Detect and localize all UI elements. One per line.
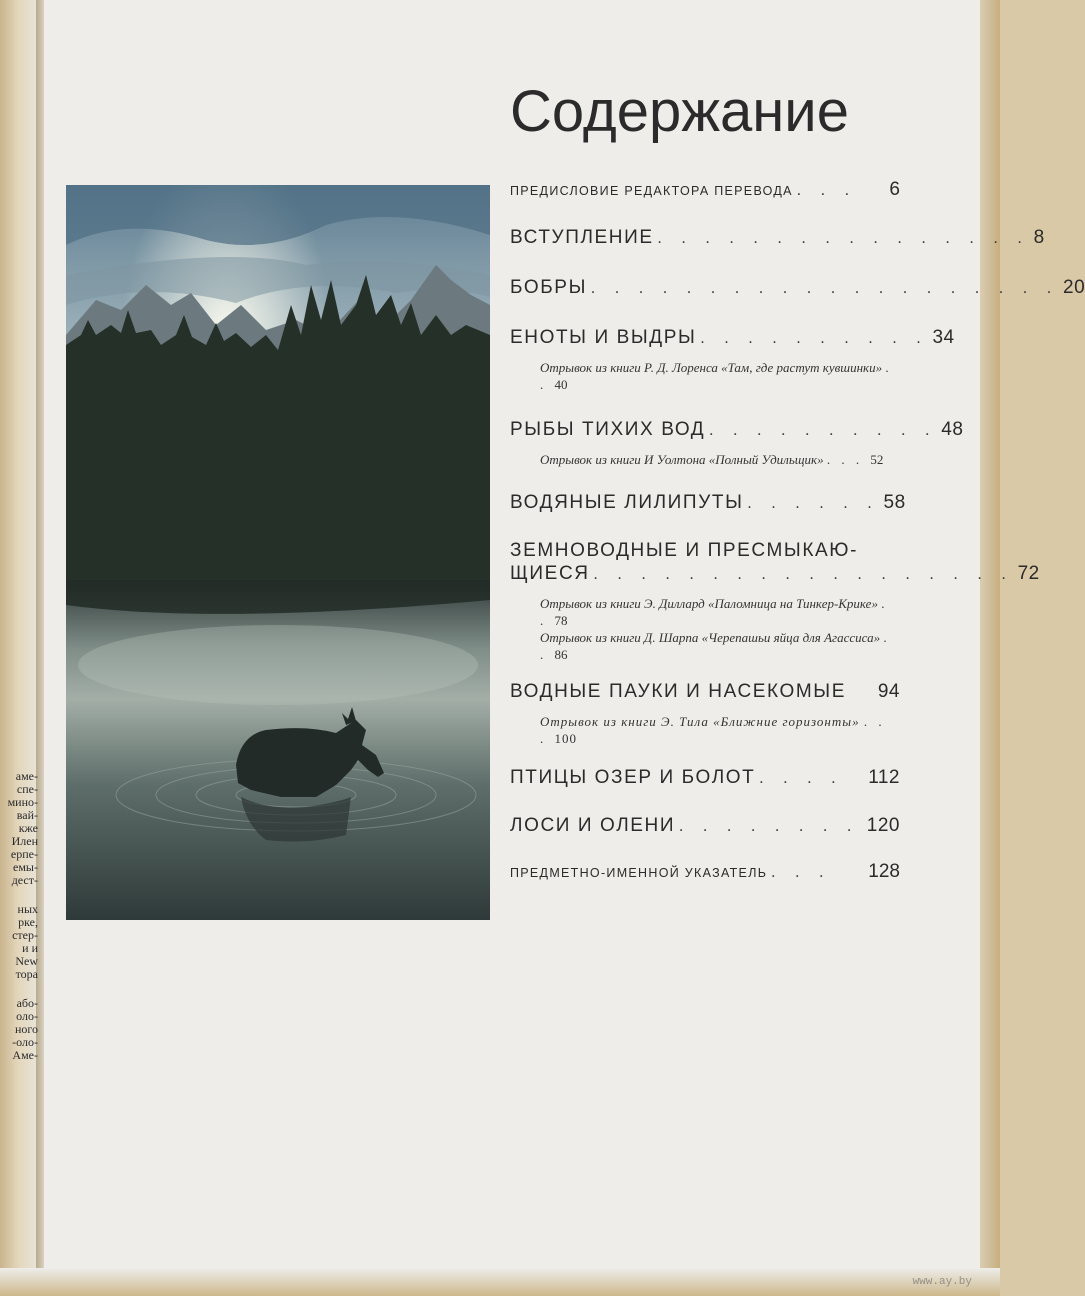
toc-entry-page: 72 <box>1017 563 1040 584</box>
toc-entry-page: 58 <box>883 492 906 513</box>
toc-entry-page: 8 <box>1033 227 1045 248</box>
left-fragment-block-1 <box>0 770 38 887</box>
leader-dots: . . . <box>540 714 886 746</box>
toc-entry <box>510 227 1045 249</box>
fragment-line: стер- <box>12 928 38 942</box>
toc-entry-title: ЛОСИ И ОЛЕНИ <box>510 815 676 836</box>
left-fragment-block-2 <box>0 903 38 981</box>
toc-entry-page: 34 <box>932 327 955 348</box>
toc-entry <box>510 277 1085 299</box>
toc-entry-title: БОБРЫ <box>510 277 587 298</box>
excerpt-page: 52 <box>870 452 884 467</box>
excerpt-page: 100 <box>554 731 577 746</box>
toc-entry <box>510 538 1040 663</box>
toc-entry <box>510 327 955 393</box>
toc-entry-page: 94 <box>877 681 900 702</box>
toc-excerpt <box>510 451 900 468</box>
book-gutter <box>36 0 44 1296</box>
fragment-line: вай- <box>16 808 38 822</box>
excerpt-text: Отрывок из книги И Уолтона «Полный Удильщик» <box>540 452 824 467</box>
toc-entry-title: РЫБЫ ТИХИХ ВОД <box>510 419 706 440</box>
toc-entry-title: ВСТУПЛЕНИЕ <box>510 227 654 248</box>
fragment-line: тора <box>15 967 38 981</box>
toc-entry-title: ПТИЦЫ ОЗЕР И БОЛОТ <box>510 767 756 788</box>
fragment-line: ных <box>17 902 38 916</box>
book-bottom-edge <box>0 1268 1000 1296</box>
toc-entry-page: 20 <box>1063 277 1085 298</box>
toc-excerpt <box>510 629 900 663</box>
fragment-line: рке, <box>18 915 38 929</box>
leader-dots: . . <box>540 360 893 392</box>
photo-image <box>66 185 490 920</box>
toc-entry-title: ВОДЯНЫЕ ЛИЛИПУТЫ <box>510 492 744 513</box>
fragment-line: дест- <box>11 873 38 887</box>
toc-entry <box>510 419 964 468</box>
excerpt-text: Отрывок из книги Д. Шарпа «Черепашьи яйца для Агассиса» <box>540 630 881 645</box>
toc-excerpt <box>510 359 900 393</box>
toc-entry-title-line1: ЗЕМНОВОДНЫЕ И ПРЕСМЫКАЮ- <box>510 540 858 561</box>
toc-entry-page: 128 <box>868 861 900 882</box>
leader-dots: . . . <box>796 182 857 199</box>
toc-entry-page: 48 <box>941 419 964 440</box>
fragment-line: спе- <box>16 782 38 796</box>
excerpt-page: 40 <box>554 377 568 392</box>
leader-dots: . . . . . . . . . . <box>709 422 938 439</box>
leader-dots: . . . . . . . . . . . . . . . . . . <box>593 566 1014 583</box>
excerpt-page: 78 <box>554 613 568 628</box>
leader-dots: . . . . . . <box>747 495 880 512</box>
excerpt-text: Отрывок из книги Р. Д. Лоренса «Там, где растут кувшинки» <box>540 360 883 375</box>
toc-entry-title: ЕНОТЫ И ВЫДРЫ <box>510 327 697 348</box>
fragment-line: -оло- <box>12 1035 38 1049</box>
table-of-contents <box>510 175 1085 883</box>
fragment-line: аме- <box>15 769 38 783</box>
toc-entry-title: ПРЕДМЕТНО-ИМЕННОЙ УКАЗАТЕЛЬ <box>510 866 768 880</box>
fragment-line: ерпе- <box>10 847 38 861</box>
toc-entry-page: 6 <box>889 179 900 200</box>
toc-entry <box>510 767 900 789</box>
fragment-line: емы- <box>13 860 38 874</box>
watermark: www.ay.by <box>912 1276 972 1288</box>
toc-entry-page: 120 <box>866 815 900 836</box>
fragment-line: New <box>15 954 38 968</box>
toc-entry <box>510 861 900 883</box>
leader-dots: . . . . <box>759 770 844 787</box>
leader-dots: . . . . . . . . . . . . . . . . <box>657 230 1030 247</box>
moose-lake-photo <box>66 185 490 920</box>
page-title: Содержание <box>510 79 849 144</box>
leader-dots: . . . <box>771 864 832 881</box>
left-page-text-fragments <box>0 770 38 1078</box>
leader-dots: . . . <box>826 452 871 467</box>
toc-entry-title-line2: ЩИЕСЯ <box>510 563 590 584</box>
leader-dots: . . . . . . . . . . <box>700 330 929 347</box>
toc-excerpt <box>510 595 900 629</box>
leader-dots: . . . . . . . . <box>679 818 860 835</box>
toc-entry <box>510 681 900 747</box>
excerpt-text: Отрывок из книги Э. Диллард «Паломница на Тинкер-Крике» <box>540 596 878 611</box>
toc-excerpt <box>510 713 900 747</box>
toc-entry-page: 112 <box>868 767 900 788</box>
fragment-line: Аме- <box>12 1048 38 1062</box>
excerpt-text: Отрывок из книги Э. Тила «Ближние горизонты» <box>540 714 860 729</box>
fragment-line: Илен <box>11 834 38 848</box>
toc-entry <box>510 492 906 514</box>
fragment-line: оло- <box>16 1009 38 1023</box>
toc-entry-title: ПРЕДИСЛОВИЕ РЕДАКТОРА ПЕРЕВОДА <box>510 184 793 198</box>
leader-dots: . . . . . . . . . . . . . . . . . . . . <box>591 280 1059 297</box>
fragment-line: ного <box>14 1022 38 1036</box>
fragment-line: або- <box>16 996 38 1010</box>
leader-dots: . . <box>540 630 891 662</box>
left-fragment-block-3 <box>0 997 38 1062</box>
leader-dots: . . <box>540 596 889 628</box>
fragment-line: кже <box>18 821 38 835</box>
fragment-line: мино- <box>7 795 38 809</box>
toc-entry-title: ВОДНЫЕ ПАУКИ И НАСЕКОМЫЕ <box>510 681 846 702</box>
fragment-line: и и <box>22 941 38 955</box>
toc-entry <box>510 179 900 201</box>
book-cover-edge <box>980 0 1000 1296</box>
excerpt-page: 86 <box>554 647 568 662</box>
toc-entry <box>510 815 900 837</box>
